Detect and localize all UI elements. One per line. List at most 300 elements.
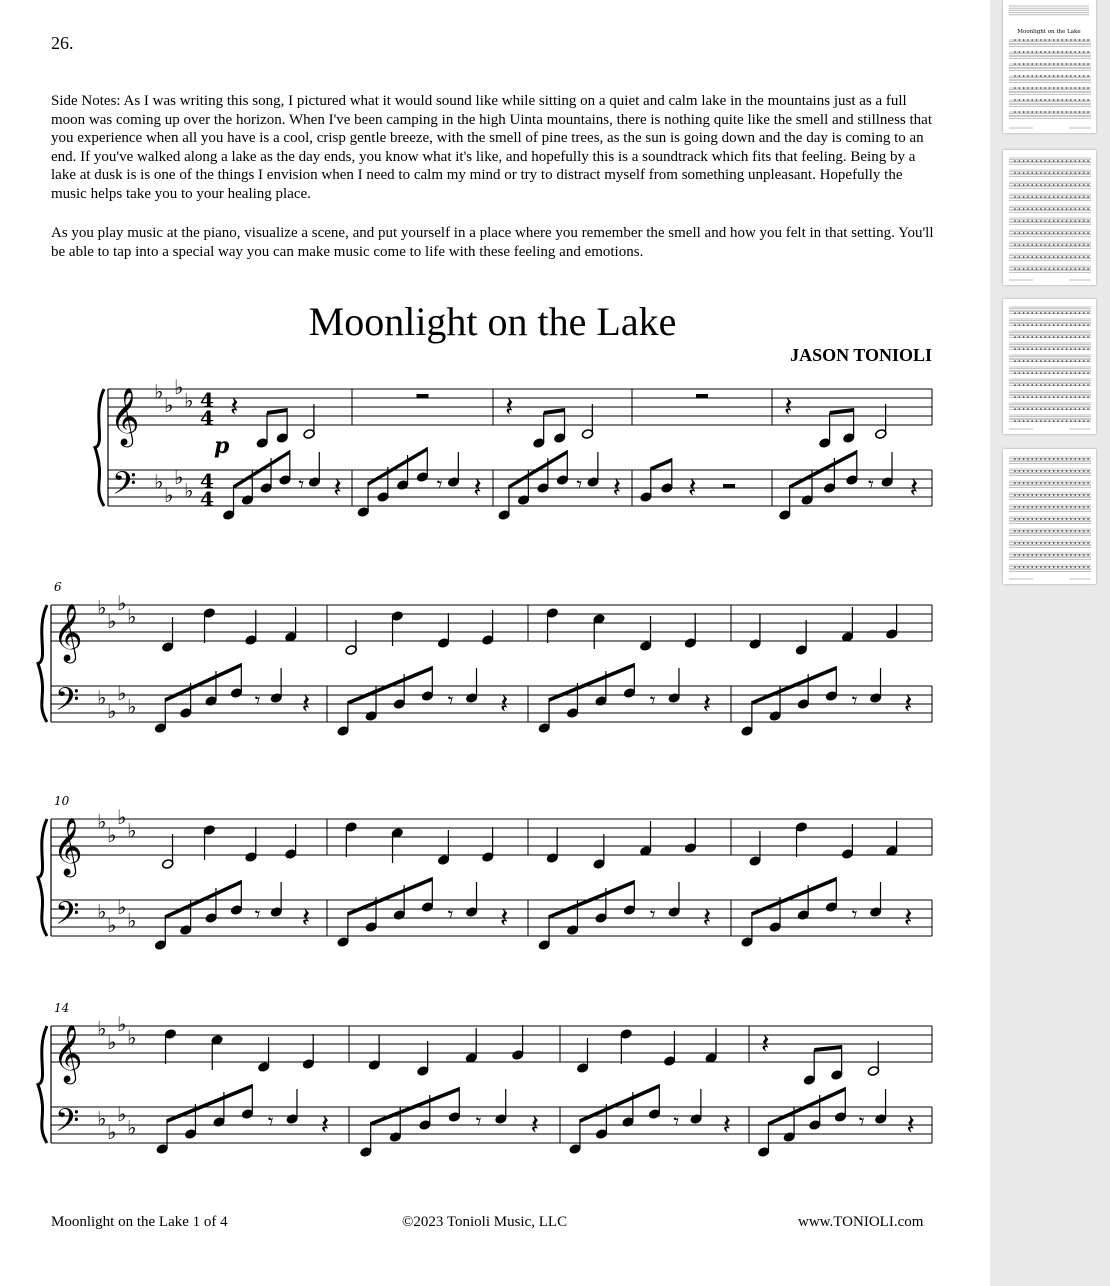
half-rest xyxy=(723,484,735,488)
thumbnail-note xyxy=(1074,184,1076,186)
thumbnail-note xyxy=(1044,232,1046,234)
thumbnail-note xyxy=(1074,312,1076,314)
thumbnail-note xyxy=(1019,208,1021,210)
thumbnail-note xyxy=(1023,208,1025,210)
time-signature-top: 4 xyxy=(200,388,214,412)
thumbnail-note xyxy=(1019,63,1021,65)
thumbnail-note xyxy=(1049,172,1051,174)
thumbnail-note xyxy=(1049,396,1051,398)
thumbnail-note xyxy=(1019,372,1021,374)
eighth-rest: 𝄾 xyxy=(576,473,583,498)
thumbnail-note xyxy=(1040,348,1042,350)
thumbnail-note xyxy=(1019,232,1021,234)
thumbnail-note xyxy=(1062,360,1064,362)
measure xyxy=(154,824,310,950)
thumbnail-note xyxy=(1031,256,1033,258)
thumbnail-note xyxy=(1074,232,1076,234)
thumbnail-note xyxy=(1049,111,1051,113)
thumbnail-note xyxy=(1062,312,1064,314)
thumbnail-note xyxy=(1014,232,1016,234)
quarter-rest: 𝄽 xyxy=(505,390,514,423)
thumbnail-note xyxy=(1083,208,1085,210)
eighth-rest: 𝄾 xyxy=(447,689,454,714)
thumbnail-note xyxy=(1062,458,1064,460)
thumbnail-note xyxy=(1062,39,1064,41)
thumbnail-note xyxy=(1079,518,1081,520)
thumbnail-note xyxy=(1083,470,1085,472)
thumbnail-note xyxy=(1087,256,1089,258)
thumbnail-note xyxy=(1040,268,1042,270)
quarter-rest: 𝄽 xyxy=(333,471,342,504)
thumbnail-note xyxy=(1044,554,1046,556)
thumbnail-note xyxy=(1066,360,1068,362)
thumbnail-note xyxy=(1057,336,1059,338)
thumbnail-note xyxy=(1044,324,1046,326)
quarter-rest: 𝄽 xyxy=(903,901,913,934)
thumbnail-note xyxy=(1066,184,1068,186)
thumbnail-note xyxy=(1049,542,1051,544)
thumbnail-note xyxy=(1040,554,1042,556)
thumbnail-note xyxy=(1023,87,1025,89)
page-thumbnail-3[interactable] xyxy=(1003,299,1096,434)
thumbnail-note xyxy=(1083,396,1085,398)
thumbnail-note xyxy=(1053,408,1055,410)
thumbnail-note xyxy=(1079,470,1081,472)
thumbnail-note xyxy=(1027,348,1029,350)
thumbnail-note xyxy=(1044,360,1046,362)
thumbnail-note xyxy=(1023,63,1025,65)
thumbnail-note xyxy=(1057,324,1059,326)
thumbnail-note xyxy=(1062,506,1064,508)
thumbnail-note xyxy=(1044,63,1046,65)
thumbnail-note xyxy=(1044,566,1046,568)
thumbnail-note xyxy=(1014,51,1016,53)
thumbnail-note xyxy=(1070,63,1072,65)
thumbnail-note xyxy=(1036,408,1038,410)
thumbnail-note xyxy=(1057,220,1059,222)
thumbnail-note xyxy=(1040,482,1042,484)
thumbnail-note xyxy=(1079,420,1081,422)
thumbnail-note xyxy=(1027,470,1029,472)
thumbnail-note xyxy=(1074,396,1076,398)
thumbnail-note xyxy=(1044,494,1046,496)
thumbnail-note xyxy=(1066,324,1068,326)
key-flat: ♭ xyxy=(117,681,127,705)
thumbnail-note xyxy=(1074,542,1076,544)
thumbnail-note xyxy=(1027,51,1029,53)
thumbnail-note xyxy=(1087,494,1089,496)
thumbnail-note xyxy=(1070,184,1072,186)
thumbnail-note xyxy=(1019,494,1021,496)
thumbnail-note xyxy=(1014,566,1016,568)
key-flat: ♭ xyxy=(97,899,107,924)
thumbnail-note xyxy=(1079,232,1081,234)
thumbnail-note xyxy=(1031,75,1033,77)
thumbnail-note xyxy=(1040,360,1042,362)
thumbnail-note xyxy=(1019,39,1021,41)
thumbnail-note xyxy=(1053,75,1055,77)
thumbnail-note xyxy=(1049,232,1051,234)
thumbnail-note xyxy=(1019,554,1021,556)
thumbnail-note xyxy=(1023,518,1025,520)
thumbnail-note xyxy=(1044,542,1046,544)
thumbnail-note xyxy=(1083,482,1085,484)
thumbnail-note xyxy=(1027,530,1029,532)
quarter-rest: 𝄽 xyxy=(906,1108,915,1141)
thumbnail-note xyxy=(1031,470,1033,472)
thumbnail-note xyxy=(1027,312,1029,314)
key-flat: ♭ xyxy=(107,609,117,633)
thumbnail-note xyxy=(1083,360,1085,362)
thumbnail-note xyxy=(1053,268,1055,270)
thumbnail-note xyxy=(1027,208,1029,210)
key-flat: ♭ xyxy=(107,1030,117,1054)
thumbnail-note xyxy=(1070,458,1072,460)
thumbnail-note xyxy=(1049,482,1051,484)
practice-note-paragraph: As you play music at the piano, visualize a scene, and put yourself in a place where you remember the smell and how you felt in that setting. You'll be able to tap into a special way you can make music come to life with these feeling and emotions. xyxy=(51,225,934,260)
thumbnail-note xyxy=(1049,196,1051,198)
thumbnail-note xyxy=(1027,384,1029,386)
thumbnail-note xyxy=(1062,63,1064,65)
thumbnail-note xyxy=(1014,470,1016,472)
thumbnail-note xyxy=(1014,420,1016,422)
thumbnail-note xyxy=(1079,482,1081,484)
thumbnail-note xyxy=(1066,87,1068,89)
quarter-rest: 𝄽 xyxy=(473,471,482,504)
thumbnail-note xyxy=(1036,396,1038,398)
thumbnail-note xyxy=(1057,160,1059,162)
thumbnail-note xyxy=(1040,470,1042,472)
thumbnail-note xyxy=(1062,196,1064,198)
thumbnail-note xyxy=(1031,172,1033,174)
thumbnail-note xyxy=(1023,99,1025,101)
thumbnail-note xyxy=(1057,482,1059,484)
thumbnail-note xyxy=(1031,324,1033,326)
quarter-rest: 𝄽 xyxy=(301,901,311,934)
thumbnail-note xyxy=(1066,420,1068,422)
thumbnail-note xyxy=(1019,530,1021,532)
thumbnail-note xyxy=(1040,408,1042,410)
key-flat: ♭ xyxy=(97,1016,107,1041)
thumbnail-note xyxy=(1057,312,1059,314)
thumbnail-note xyxy=(1053,566,1055,568)
eighth-rest: 𝄾 xyxy=(298,473,305,498)
thumbnail-note xyxy=(1019,111,1021,113)
thumbnail-note xyxy=(1031,506,1033,508)
dynamic-marking: p xyxy=(214,433,230,459)
thumbnail-note xyxy=(1040,506,1042,508)
thumbnail-note xyxy=(1027,196,1029,198)
treble-clef: 𝄞 xyxy=(53,817,83,875)
thumbnail-note xyxy=(1070,530,1072,532)
thumbnail-note xyxy=(1087,324,1089,326)
thumbnail-note xyxy=(1023,111,1025,113)
quarter-rest: 𝄽 xyxy=(688,471,697,504)
thumbnail-note xyxy=(1074,75,1076,77)
thumbnail-note xyxy=(1066,75,1068,77)
thumbnail-note xyxy=(1031,51,1033,53)
thumbnail-note xyxy=(1083,530,1085,532)
thumbnail-note xyxy=(1083,244,1085,246)
thumbnail-note xyxy=(1070,542,1072,544)
thumbnail-note xyxy=(1083,336,1085,338)
thumbnail-note xyxy=(1062,420,1064,422)
thumbnail-note xyxy=(1062,494,1064,496)
thumbnail-note xyxy=(1087,196,1089,198)
key-flat: ♭ xyxy=(164,393,174,417)
thumbnail-note xyxy=(1044,268,1046,270)
thumbnail-note xyxy=(1053,348,1055,350)
thumbnail-note xyxy=(1031,360,1033,362)
thumbnail-note xyxy=(1057,360,1059,362)
thumbnail-note xyxy=(1070,196,1072,198)
thumbnail-note xyxy=(1079,208,1081,210)
key-flat: ♭ xyxy=(154,469,164,494)
thumbnail-note xyxy=(1062,51,1064,53)
beam xyxy=(348,877,432,916)
thumbnail-note xyxy=(1053,111,1055,113)
thumbnail-note xyxy=(1087,111,1089,113)
thumbnail-note xyxy=(1027,554,1029,556)
thumbnail-note xyxy=(1019,172,1021,174)
thumbnail-note xyxy=(1087,172,1089,174)
thumbnail-note xyxy=(1057,554,1059,556)
thumbnail-note xyxy=(1070,232,1072,234)
brace xyxy=(38,605,47,722)
measure-number: 10 xyxy=(54,794,70,808)
thumbnail-note xyxy=(1079,99,1081,101)
thumbnail-note xyxy=(1074,530,1076,532)
thumbnail-note xyxy=(1083,324,1085,326)
thumbnail-note xyxy=(1074,244,1076,246)
key-flat: ♭ xyxy=(107,1120,117,1144)
thumbnail-note xyxy=(1070,244,1072,246)
thumbnail-note xyxy=(1079,324,1081,326)
thumbnail-note xyxy=(1014,268,1016,270)
thumbnail-note xyxy=(1036,51,1038,53)
thumbnail-note xyxy=(1031,244,1033,246)
thumbnail-note xyxy=(1023,530,1025,532)
thumbnail-note xyxy=(1074,336,1076,338)
thumbnail-note xyxy=(1053,494,1055,496)
thumbnail-note xyxy=(1057,184,1059,186)
thumbnail-note xyxy=(1023,506,1025,508)
thumbnail-note xyxy=(1053,160,1055,162)
thumbnail-note xyxy=(1014,87,1016,89)
eighth-rest: 𝄾 xyxy=(858,1110,865,1135)
thumbnail-note xyxy=(1079,172,1081,174)
thumbnail-note xyxy=(1036,312,1038,314)
thumbnail-note xyxy=(1023,196,1025,198)
thumbnail-note xyxy=(1083,172,1085,174)
thumbnail-note xyxy=(1049,75,1051,77)
thumbnail-note xyxy=(1027,372,1029,374)
thumbnail-note xyxy=(1040,184,1042,186)
thumbnail-note xyxy=(1023,232,1025,234)
quarter-rest: 𝄽 xyxy=(301,687,311,720)
thumbnail-note xyxy=(1070,87,1072,89)
thumbnail-note xyxy=(1087,75,1089,77)
thumbnail-note xyxy=(1044,184,1046,186)
thumbnail-note xyxy=(1019,324,1021,326)
thumbnail-note xyxy=(1079,39,1081,41)
measure xyxy=(337,610,509,736)
thumbnail-note xyxy=(1040,384,1042,386)
measure xyxy=(498,390,621,520)
quarter-rest: 𝄽 xyxy=(499,687,509,720)
page-thumbnail-2[interactable] xyxy=(1003,150,1096,285)
key-flat: ♭ xyxy=(127,1025,137,1050)
thumbnail-note xyxy=(1066,111,1068,113)
quarter-rest: 𝄽 xyxy=(903,687,913,720)
thumbnail-note xyxy=(1014,518,1016,520)
thumbnail-note xyxy=(1027,75,1029,77)
thumbnail-note xyxy=(1036,184,1038,186)
side-notes-paragraph: Side Notes: As I was writing this song, I pictured what it would sound like while sitting on a quiet and calm lake in the mountains just as a full moon was coming up over the horizon. When I've been camping in the high Uinta mountains, there is nothing quite like the smell and stillness that you experience when all you have is a cool, crisp gentle breeze, with the smell of pine trees, as the sun is going down and the day is coming to an end. If you've walked along a lake as the day ends, you know what it's like, and hopefully this is a soundtrack which fits that feeling. Being by a lake at dusk is is one of the things I envision when I need to calm my mind or try to distract myself from something unpleasant. Hopefully the music helps take you to your healing place. xyxy=(51,93,933,202)
thumbnail-note xyxy=(1057,506,1059,508)
thumbnail-note xyxy=(1023,470,1025,472)
thumbnail-note xyxy=(1074,506,1076,508)
thumbnail-note xyxy=(1031,160,1033,162)
thumbnail-note xyxy=(1040,111,1042,113)
page-thumbnail-1[interactable] xyxy=(1003,0,1096,133)
thumbnail-note xyxy=(1036,506,1038,508)
thumbnail-note xyxy=(1044,196,1046,198)
key-flat: ♭ xyxy=(127,908,137,933)
thumbnail-note xyxy=(1023,336,1025,338)
thumbnail-note xyxy=(1027,408,1029,410)
thumbnail-note xyxy=(1074,63,1076,65)
thumbnail-note xyxy=(1057,75,1059,77)
thumbnail-note xyxy=(1031,518,1033,520)
thumbnail-note xyxy=(1066,396,1068,398)
thumbnail-note xyxy=(1023,244,1025,246)
thumbnail-note xyxy=(1044,39,1046,41)
thumbnail-note xyxy=(1049,208,1051,210)
measure xyxy=(223,390,342,520)
thumbnail-note xyxy=(1036,384,1038,386)
brace xyxy=(95,389,104,506)
thumbnail-note xyxy=(1049,494,1051,496)
thumbnail-note xyxy=(1066,554,1068,556)
thumbnail-note xyxy=(1023,396,1025,398)
thumbnail-note xyxy=(1083,39,1085,41)
page-thumbnail-4[interactable] xyxy=(1003,449,1096,584)
thumbnail-note xyxy=(1079,111,1081,113)
thumbnail-note xyxy=(1036,458,1038,460)
thumbnail-note xyxy=(1087,336,1089,338)
thumbnail-note xyxy=(1057,408,1059,410)
score-system xyxy=(95,375,932,520)
thumbnail-note xyxy=(1036,566,1038,568)
thumbnail-note xyxy=(1053,396,1055,398)
thumbnail-note xyxy=(1031,372,1033,374)
thumbnail-note xyxy=(1031,408,1033,410)
thumbnail-note xyxy=(1074,420,1076,422)
thumbnail-note xyxy=(1027,506,1029,508)
thumbnail-note xyxy=(1040,208,1042,210)
thumbnail-note xyxy=(1023,542,1025,544)
thumbnail-note xyxy=(1053,87,1055,89)
thumbnail-note xyxy=(1083,63,1085,65)
key-flat: ♭ xyxy=(174,465,184,489)
thumbnail-note xyxy=(1031,196,1033,198)
key-flat: ♭ xyxy=(127,1115,137,1140)
thumbnail-note xyxy=(1066,494,1068,496)
thumbnail-note xyxy=(1049,566,1051,568)
thumbnail-note xyxy=(1053,232,1055,234)
thumbnail-note xyxy=(1049,268,1051,270)
thumbnail-note xyxy=(1049,420,1051,422)
thumbnail-note xyxy=(1087,312,1089,314)
thumbnail-note xyxy=(1049,184,1051,186)
thumbnail-note xyxy=(1044,312,1046,314)
thumbnail-sidebar[interactable] xyxy=(990,0,1110,1286)
thumbnail-note xyxy=(1083,420,1085,422)
thumbnail-note xyxy=(1014,408,1016,410)
thumbnail-note xyxy=(1083,268,1085,270)
thumbnail-note xyxy=(1066,160,1068,162)
thumbnail-note xyxy=(1070,396,1072,398)
thumbnail-note xyxy=(1014,312,1016,314)
quarter-rest: 𝄽 xyxy=(320,1108,330,1141)
thumbnail-note xyxy=(1049,324,1051,326)
thumbnail-note xyxy=(1066,408,1068,410)
thumbnail-note xyxy=(1057,51,1059,53)
thumbnail-note xyxy=(1049,518,1051,520)
thumbnail-note xyxy=(1027,172,1029,174)
thumbnail-note xyxy=(1031,184,1033,186)
half-rest xyxy=(417,394,429,398)
thumbnail-note xyxy=(1019,360,1021,362)
thumbnail-note xyxy=(1044,384,1046,386)
thumbnail-note xyxy=(1057,256,1059,258)
beam xyxy=(544,408,565,415)
thumbnail-note xyxy=(1087,420,1089,422)
thumbnail-note xyxy=(1074,220,1076,222)
thumbnail-note xyxy=(1036,518,1038,520)
brace xyxy=(38,819,47,936)
thumbnail-note xyxy=(1036,530,1038,532)
thumbnail-note xyxy=(1019,220,1021,222)
thumbnail-note xyxy=(1014,111,1016,113)
thumbnail-note xyxy=(1074,99,1076,101)
thumbnail-note xyxy=(1070,420,1072,422)
measure-number: 14 xyxy=(54,1001,70,1015)
thumbnail-note xyxy=(1079,384,1081,386)
thumbnail-note xyxy=(1087,220,1089,222)
thumbnail-note xyxy=(1074,51,1076,53)
thumbnail-preview xyxy=(1003,0,1096,133)
thumbnail-note xyxy=(1044,99,1046,101)
thumbnail-note xyxy=(1057,518,1059,520)
thumbnail-note xyxy=(1053,220,1055,222)
thumbnail-note xyxy=(1070,554,1072,556)
thumbnail-note xyxy=(1074,111,1076,113)
thumbnail-note xyxy=(1036,111,1038,113)
thumbnail-note xyxy=(1066,482,1068,484)
thumbnail-note xyxy=(1074,256,1076,258)
thumbnail-note xyxy=(1023,256,1025,258)
thumbnail-note xyxy=(1036,256,1038,258)
thumbnail-note xyxy=(1066,384,1068,386)
thumbnail-note xyxy=(1087,184,1089,186)
thumbnail-note xyxy=(1066,336,1068,338)
thumbnail-note xyxy=(1083,111,1085,113)
thumbnail-note xyxy=(1066,172,1068,174)
beam xyxy=(580,1084,659,1123)
thumbnail-note xyxy=(1087,566,1089,568)
